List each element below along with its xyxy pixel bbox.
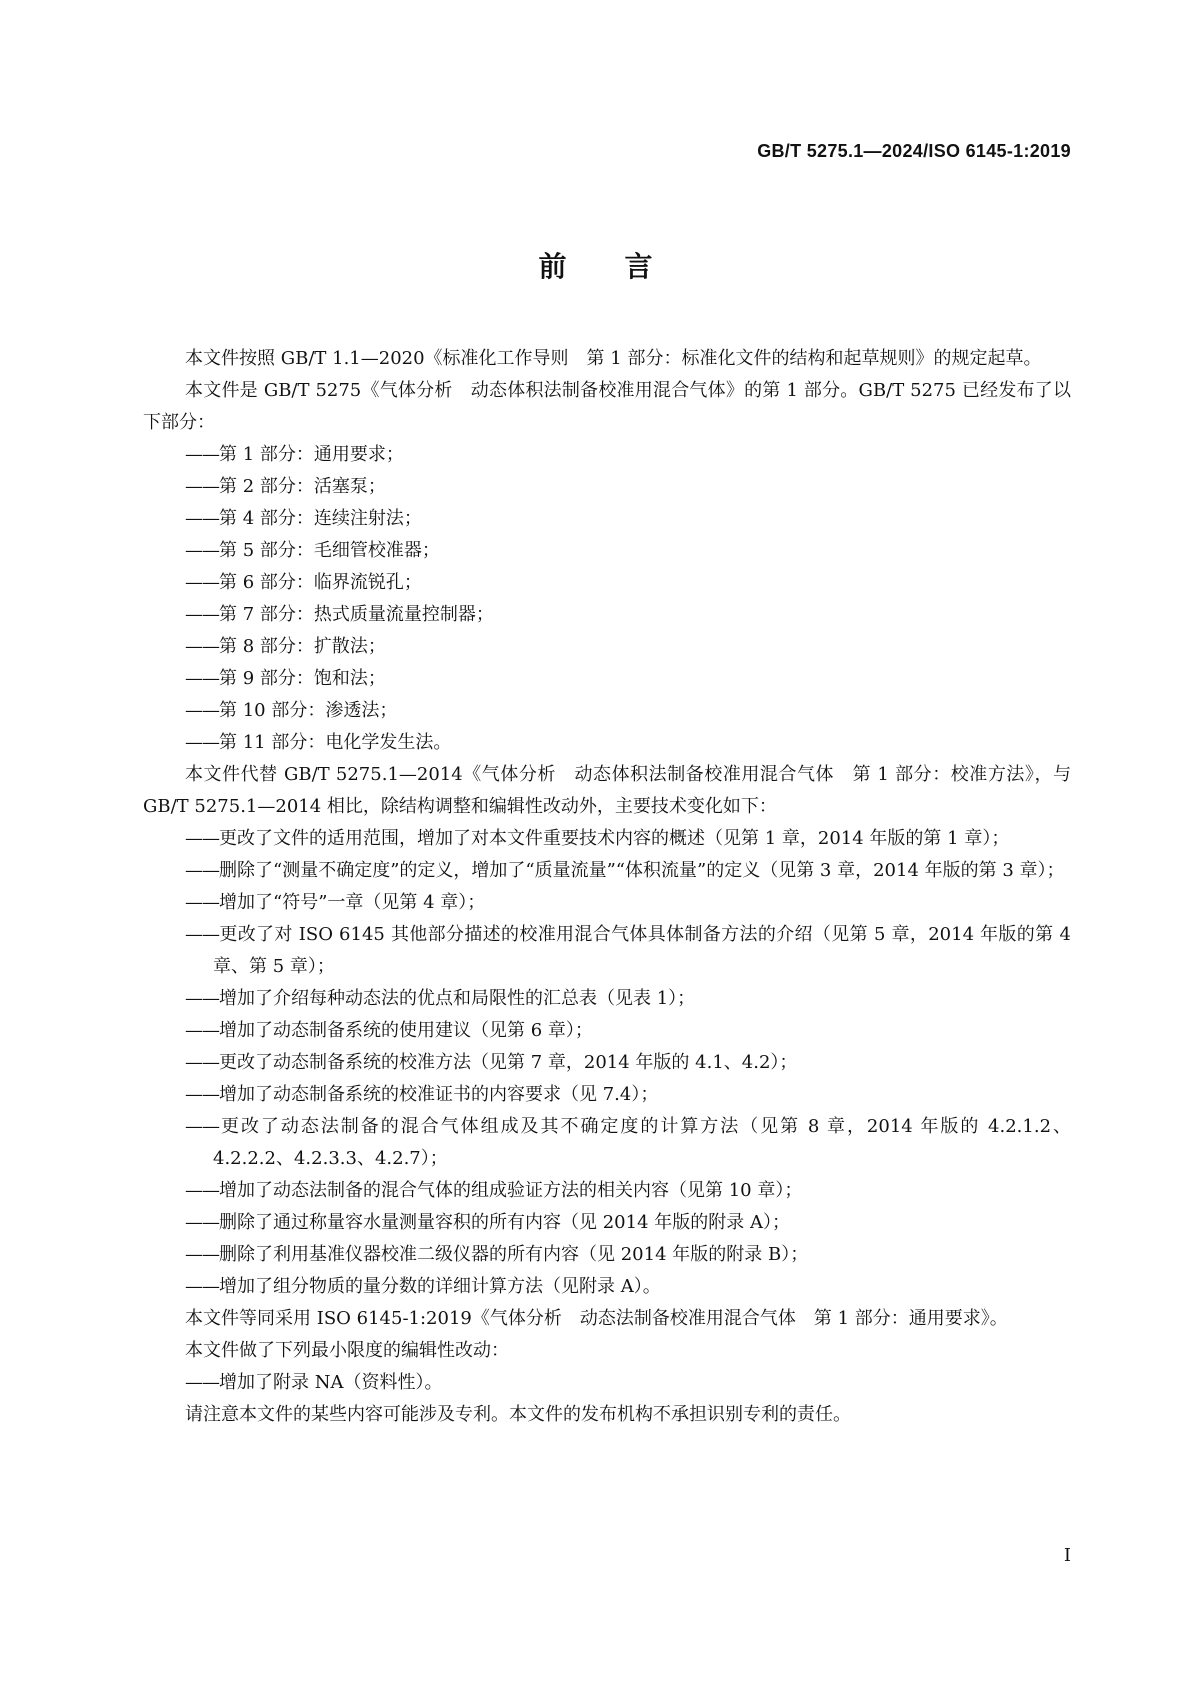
list-item [143,1367,1071,1399]
list-item [143,1175,1071,1207]
list-item [143,1047,1071,1079]
list-item [143,503,1071,535]
dash-marker: —— [185,732,219,753]
dash-marker: —— [185,1116,219,1137]
list-item [143,983,1071,1015]
dash-marker: —— [185,988,219,1009]
list-item [143,663,1071,695]
dash-marker: —— [185,636,219,657]
list-item [143,439,1071,471]
dash-marker: —— [185,540,219,561]
dash-marker: —— [185,1212,219,1233]
list-item [143,1079,1071,1111]
list-item [143,1207,1071,1239]
list-item [143,695,1071,727]
list-item [143,887,1071,919]
adoption-paragraph: 本文件等同采用 ISO 6145-1:2019《气体分析 动态法制备校准用混合气体 第 1 部分：通用要求》。 [185,1308,1008,1329]
list-item [143,1271,1071,1303]
list-item-text: 增加了“符号”一章（见第 4 章）； [219,892,486,913]
page-number: I [1063,1545,1071,1566]
dash-marker: —— [185,572,219,593]
editorial-paragraph: 本文件做了下列最小限度的编辑性改动： [185,1340,509,1361]
list-item [143,823,1071,855]
dash-marker: —— [185,508,219,529]
list-item [143,1239,1071,1271]
list-item-text: 第 4 部分：连续注射法； [219,508,422,529]
dash-marker: —— [185,892,219,913]
list-item-text: 增加了介绍每种动态法的优点和局限性的汇总表（见表 1）； [219,988,696,1009]
list-item [143,599,1071,631]
list-item-text: 更改了动态制备系统的校准方法（见第 7 章，2014 年版的 4.1、4.2）； [219,1052,798,1073]
parts-list [143,439,1071,759]
dash-marker: —— [185,668,219,689]
dash-marker: —— [185,1372,219,1393]
dash-marker: —— [185,1020,219,1041]
list-item [143,855,1071,887]
intro-paragraph: 本文件按照 GB/T 1.1—2020《标准化工作导则 第 1 部分：标准化文件的结构和起草规则》的规定起草。 [185,348,1042,369]
list-item-text: 增加了动态制备系统的校准证书的内容要求（见 7.4）； [219,1084,659,1105]
replacement-paragraph: 本文件代替 GB/T 5275.1—2014《气体分析 动态体积法制备校准用混合气体 第 1 部分：校准方法》，与 GB/T 5275.1—2014 相比，除结构调整和编辑性改动外，主要技术变化如下： [143,764,1071,817]
changes-list [143,823,1071,1303]
dash-marker: —— [185,1180,219,1201]
dash-marker: —— [185,1052,219,1073]
dash-marker: —— [185,1276,219,1297]
dash-marker: —— [185,604,219,625]
dash-marker: —— [185,860,219,881]
list-item-text: 第 7 部分：热式质量流量控制器； [219,604,494,625]
list-item-text: 删除了利用基准仪器校准二级仪器的所有内容（见 2014 年版的附录 B）； [219,1244,809,1265]
list-item-text: 第 11 部分：电化学发生法。 [219,732,452,753]
list-item-text: 更改了文件的适用范围，增加了对本文件重要技术内容的概述（见第 1 章，2014 年版的第 1 章）； [219,828,1010,849]
list-item [143,567,1071,599]
list-item-text: 增加了动态制备系统的使用建议（见第 6 章）； [219,1020,593,1041]
list-item-text: 更改了对 ISO 6145 其他部分描述的校准用混合气体具体制备方法的介绍（见第 5 章，2014 年版的第 4 章、第 5 章）； [213,924,1071,977]
list-item-text: 第 2 部分：活塞泵； [219,476,386,497]
list-item-text: 第 1 部分：通用要求； [219,444,404,465]
foreword-content [143,343,1071,1431]
list-item-text: 增加了附录 NA（资料性）。 [219,1372,443,1393]
dash-marker: —— [185,924,219,945]
dash-marker: —— [185,444,219,465]
page-title: 前言 [538,250,711,283]
list-item [143,471,1071,503]
list-item-text: 第 6 部分：临界流锐孔； [219,572,422,593]
list-item [143,535,1071,567]
dash-marker: —— [185,476,219,497]
patent-paragraph: 请注意本文件的某些内容可能涉及专利。本文件的发布机构不承担识别专利的责任。 [185,1404,851,1425]
dash-marker: —— [185,700,219,721]
list-item-text: 更改了动态法制备的混合气体组成及其不确定度的计算方法（见第 8 章，2014 年版的 4.2.1.2、4.2.2.2、4.2.3.3、4.2.7）； [213,1116,1071,1169]
list-item-text: 第 5 部分：毛细管校准器； [219,540,440,561]
list-item [143,631,1071,663]
list-item-text: 删除了“测量不确定度”的定义，增加了“质量流量”“体积流量”的定义（见第 3 章，2014 年版的第 3 章）； [219,860,1065,881]
document-code: GB/T 5275.1—2024/ISO 6145-1:2019 [757,141,1071,161]
dash-marker: —— [185,1084,219,1105]
list-item [143,919,1071,983]
dash-marker: —— [185,828,219,849]
list-item [143,1015,1071,1047]
list-item-text: 删除了通过称量容水量测量容积的所有内容（见 2014 年版的附录 A）； [219,1212,790,1233]
list-item-text: 增加了动态法制备的混合气体的组成验证方法的相关内容（见第 10 章）； [219,1180,803,1201]
list-item-text: 第 9 部分：饱和法； [219,668,386,689]
list-item-text: 第 8 部分：扩散法； [219,636,386,657]
list-item-text: 增加了组分物质的量分数的详细计算方法（见附录 A）。 [219,1276,661,1297]
intro-paragraph: 本文件是 GB/T 5275《气体分析 动态体积法制备校准用混合气体》的第 1 部分。GB/T 5275 已经发布了以下部分： [143,380,1071,433]
list-item [143,1111,1071,1175]
list-item-text: 第 10 部分：渗透法； [219,700,398,721]
dash-marker: —— [185,1244,219,1265]
list-item [143,727,1071,759]
